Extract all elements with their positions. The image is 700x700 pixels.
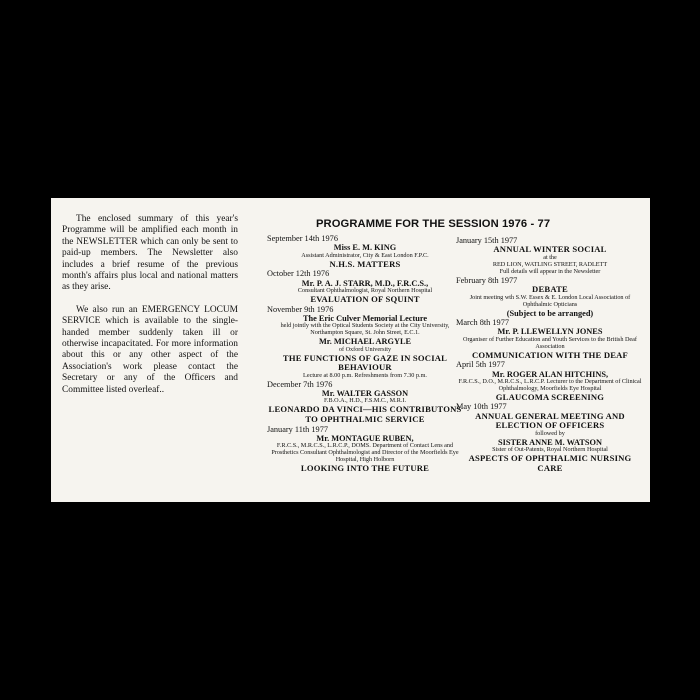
programme-small-line: Consultant Ophthalmologist, Royal Northern Hospital <box>297 287 433 295</box>
programme-date-line: March 8th 1977 <box>456 317 509 327</box>
programme-title-line: Mr. MONTAGUE RUBEN, <box>316 433 414 443</box>
programme-small-line: F.R.C.S., M.R.C.S., L.R.C.P., DOMS. Department of Contact Lens and Prosthetics Consultant Ophthalmologist and Director of the Moorfields Eye Hospital, High Holborn <box>271 442 459 464</box>
programme-small-line: Assistant Administrator, City & East London F.P.C. <box>301 251 429 259</box>
programme-card <box>51 198 650 502</box>
programme-date-line: January 11th 1977 <box>267 424 328 434</box>
programme-big-line: ASPECTS OF OPHTHALMIC NURSING CARE <box>468 453 632 473</box>
programme-title-line: Mr. WALTER GASSON <box>321 389 409 399</box>
intro-paragraph-2: We also run an EMERGENCY LOCUM SERVICE which is available to the single-handed member suddenly taken ill or otherwise incapacitated. For more information about this or any other aspect of the Association's work please contact the Secretary or any of the Officers and Committee listed overleaf.. <box>62 304 238 395</box>
programme-title-line: (Subject to be arranged) <box>506 308 594 318</box>
programme-date-line: February 8th 1977 <box>456 275 518 285</box>
programme-column-1 <box>267 234 463 474</box>
programme-date-line: October 12th 1976 <box>267 269 330 279</box>
programme-date-line: April 5th 1977 <box>456 360 505 370</box>
programme-date-line: December 7th 1976 <box>267 379 333 389</box>
programme-small-line: F.R.C.S., D.O., M.R.C.S., L.R.C.P. Lecturer to the Department of Clinical Ophthalmology, Moorfields Eye Hospital <box>458 377 642 392</box>
programme-small-line: RED LION, WATLING STREET, RADLETT <box>492 260 608 268</box>
programme-small-line: Full details will appear in the Newsletter <box>499 267 601 275</box>
programme-big-line: LOOKING INTO THE FUTURE <box>300 463 430 474</box>
programme-big-line: GLAUCOMA SCREENING <box>495 391 605 402</box>
programme-date-line: January 15th 1977 <box>456 236 518 245</box>
programme-title-line: The Eric Culver Memorial Lecture <box>302 314 428 324</box>
programme-title-line: Mr. P. A. J. STARR, M.D., F.R.C.S., <box>301 278 429 288</box>
programme-title-line: Miss E. M. KING <box>333 243 397 253</box>
programme-big-line: COMMUNICATION WITH THE DEAF <box>471 349 629 360</box>
programme-big-line: N.H.S. MATTERS <box>329 258 401 269</box>
intro-paragraph-1: The enclosed summary of this year's Programme will be amplified each month in the NEWSLETTER which can only be sent to paid-up members. The Newsletter also includes a brief resume of the previous month's affairs plus local and national matters as they arise. <box>62 214 238 293</box>
programme-small-line: at the <box>543 254 557 261</box>
programme-small-line: Lecture at 8.00 p.m. Refreshments from 7.30 p.m. <box>303 371 427 379</box>
programme-title-line: Mr. P. LLEWELLYN JONES <box>497 327 603 337</box>
programme-small-line: Sister of Out-Patents, Royal Northern Hospital <box>492 446 608 454</box>
programme-title-line: Mr. MICHAEL ARGYLE <box>318 337 412 347</box>
programme-small-line: of Oxford University <box>338 345 392 353</box>
programme-big-line: THE FUNCTIONS OF GAZE IN SOCIAL BEHAVIOUR <box>282 352 448 373</box>
programme-date-line: September 14th 1976 <box>267 234 338 243</box>
programme-column-2 <box>456 236 644 473</box>
programme-date-line: November 9th 1976 <box>267 304 334 314</box>
programme-small-line: followed by <box>535 429 565 437</box>
programme-big-line: EVALUATION OF SQUINT <box>310 294 420 305</box>
programme-small-line: Joint meeting wth S.W. Essex & E. London Local Association of Ophthalmic Opticians <box>469 293 631 308</box>
programme-big-line: DEBATE <box>532 284 568 295</box>
programme-title-line: SISTER ANNE M. WATSON <box>498 437 602 447</box>
programme-big-line: LEONARDO DA VINCI—HIS CONTRIBUTONS TO OPHTHALMIC SERVICE <box>268 404 462 424</box>
programme-date-line: May 10th 1977 <box>456 402 507 412</box>
programme-small-line: F.B.O.A., H.D., F.S.M.C., M.R.I. <box>323 397 407 405</box>
programme-small-line: Organiser of Further Education and Youth Services to the British Deaf Association <box>463 335 637 350</box>
programme-title-line: Mr. ROGER ALAN HITCHINS, <box>491 369 609 379</box>
programme-big-line: ANNUAL GENERAL MEETING AND ELECTION OF OFFICERS <box>475 410 625 431</box>
intro-text <box>62 214 238 407</box>
programme-heading: PROGRAMME FOR THE SESSION 1976 - 77 <box>316 218 551 230</box>
programme-big-line: ANNUAL WINTER SOCIAL <box>493 244 607 255</box>
programme-small-line: held jointly with the Optical Students Society at the City University, Northampton Square, St. John Street, E.C.1. <box>280 322 450 337</box>
